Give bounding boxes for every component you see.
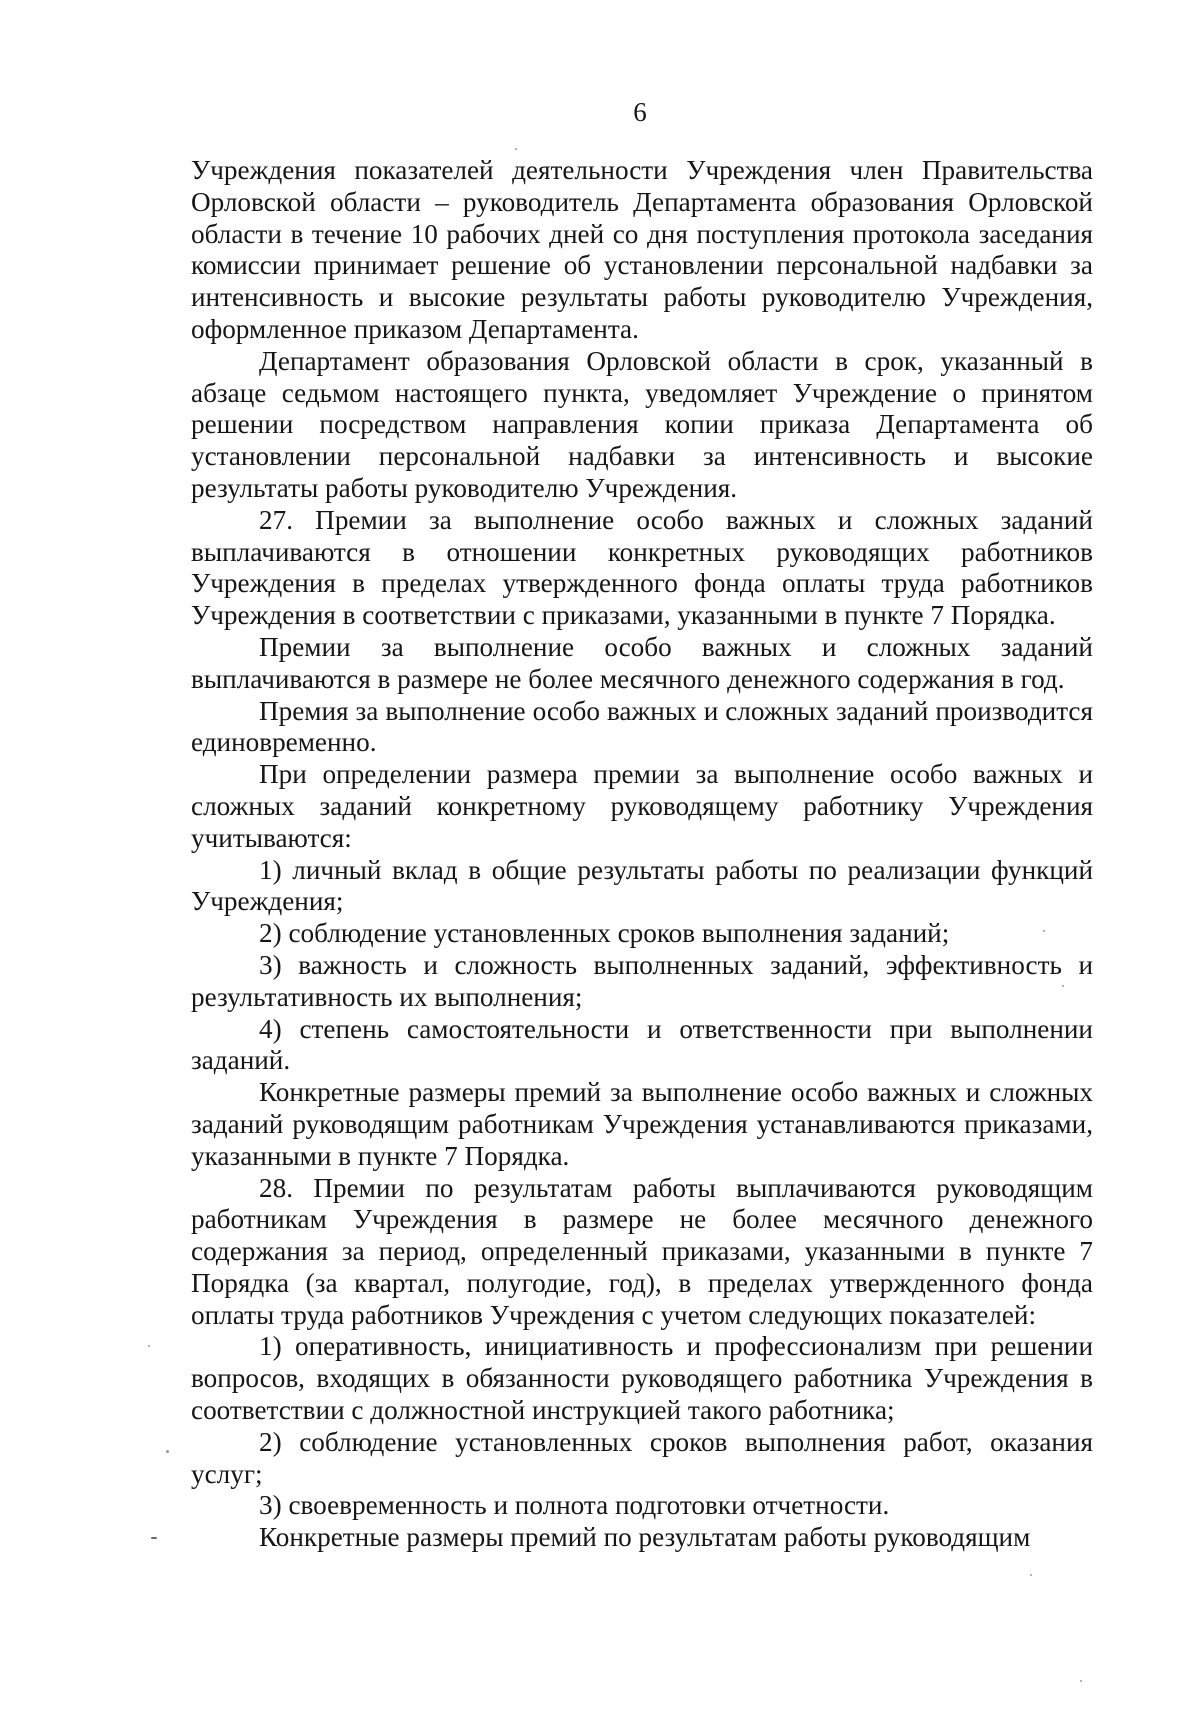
scan-speck xyxy=(148,1345,150,1347)
list-item-criteria-4: 4) степень самостоятельности и ответственности при выполнении заданий. xyxy=(191,1013,1093,1076)
scan-speck xyxy=(515,148,517,150)
paragraph-continued: Учреждения показателей деятельности Учреждения член Правительства Орловской области – руководитель Департамента образования Орловской области в течение 10 рабочих дней со дня поступления протокола заседания комиссии принимает решение об установлении персональной надбавки за интенсивность и высокие результаты работы руководителю Учреждения, оформленное приказом Департамента. xyxy=(191,155,1093,344)
scan-speck xyxy=(1080,1680,1082,1682)
scan-speck xyxy=(1030,1574,1032,1576)
paragraph-item-27: 27. Премии за выполнение особо важных и сложных заданий выплачиваются в отношении конкретных руководящих работников Учреждения в пределах утвержденного фонда оплаты труда работников Учреждения в соответствии с приказами, указанными в пункте 7 Порядка. xyxy=(191,504,1093,631)
list-item-criteria-3: 3) важность и сложность выполненных заданий, эффективность и результативность их выполнения; xyxy=(191,949,1093,1012)
scan-speck xyxy=(151,1537,157,1539)
paragraph-item-28: 28. Премии по результатам работы выплачиваются руководящим работникам Учреждения в размере не более месячного денежного содержания за период, определенный приказами, указанными в пункте 7 Порядка (за квартал, полугодие, год), в пределах утвержденного фонда оплаты труда работников Учреждения с учетом следующих показателей: xyxy=(191,1172,1093,1330)
document-body xyxy=(191,155,1093,1554)
paragraph-final-truncated: Конкретные размеры премий по результатам работы руководящим xyxy=(259,1522,1031,1553)
paragraph-bonus-criteria-intro: При определении размера премии за выполнение особо важных и сложных заданий конкретному руководящему работнику Учреждения учитываются: xyxy=(191,759,1093,853)
list-item-criteria-2: 2) соблюдение установленных сроков выполнения заданий; xyxy=(259,918,950,949)
list-item-indicator-1: 1) оперативность, инициативность и профессионализм при решении вопросов, входящих в обязанности руководящего работника Учреждения в соответствии с должностной инструкцией такого работника; xyxy=(191,1331,1093,1426)
scan-speck xyxy=(1062,985,1064,987)
scan-speck xyxy=(1043,930,1045,932)
scan-speck xyxy=(166,1450,169,1453)
paragraph-one-time-bonus: Премия за выполнение особо важных и сложных заданий производится единовременно. xyxy=(191,695,1093,758)
paragraph-notification: Департамент образования Орловской области в срок, указанный в абзаце седьмом настоящего пункта, уведомляет Учреждение о принятом решении посредством направления копии приказа Департамента об установлении персональной надбавки за интенсивность и высокие результаты работы руководителю Учреждения. xyxy=(191,345,1093,503)
page-number: 6 xyxy=(633,97,647,127)
paragraph-bonus-limit: Премии за выполнение особо важных и сложных заданий выплачиваются в размере не более месячного денежного содержания в год. xyxy=(191,631,1093,694)
list-item-indicator-3: 3) своевременность и полнота подготовки отчетности. xyxy=(259,1490,890,1521)
paragraph-bonus-amounts: Конкретные размеры премий за выполнение особо важных и сложных заданий руководящим работникам Учреждения устанавливаются приказами, указанными в пункте 7 Порядка. xyxy=(191,1077,1093,1171)
list-item-indicator-2: 2) соблюдение установленных сроков выполнения работ, оказания услуг; xyxy=(191,1426,1093,1489)
list-item-criteria-1: 1) личный вклад в общие результаты работы по реализации функций Учреждения; xyxy=(191,854,1093,917)
